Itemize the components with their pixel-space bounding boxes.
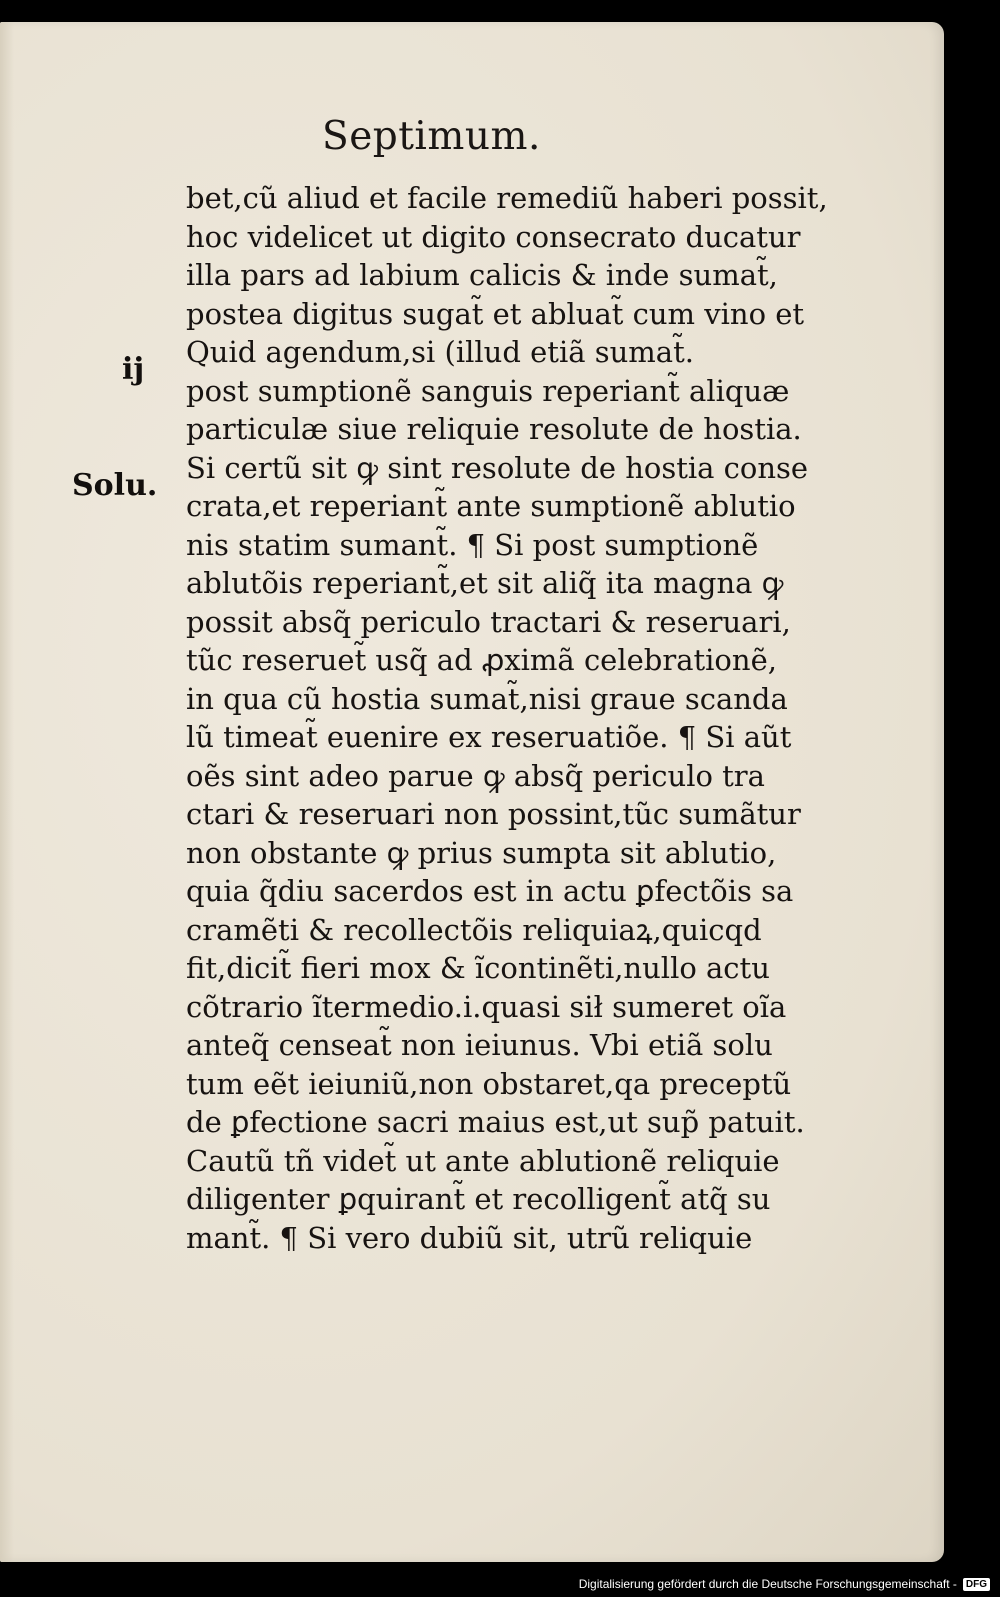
text-line: hoc videlicet ut digito consecrato ducatur xyxy=(186,219,801,254)
text-line: lũ timeat̃ euenire ex reseruatiõe. ¶ Si aũt xyxy=(186,720,792,754)
margin-note-solution: Solu. xyxy=(72,468,158,503)
text-line: bet,cũ aliud et facile remediũ haberi possit, xyxy=(186,181,828,215)
text-line: Quid agendum,si (illud etiã sumat̃. xyxy=(186,335,694,369)
text-line: oẽs sint adeo parue ꝙ absq̃ periculo tra xyxy=(186,758,765,793)
text-line: mant̃. ¶ Si vero dubiũ sit, utrũ reliquie xyxy=(186,1220,753,1255)
book-page xyxy=(0,22,944,1562)
text-line: illa pars ad labium calicis & inde sumat̃, xyxy=(186,258,778,292)
text-line: nis statim sumant̃. ¶ Si post sumptionẽ xyxy=(186,527,759,562)
text-line: post sumptionẽ sanguis reperiant̃ aliquæ xyxy=(186,373,790,408)
digitization-credit xyxy=(579,1577,990,1591)
text-line: fit,dicit̃ fieri mox & ĩcontinẽti,nullo actu xyxy=(186,951,770,985)
text-line: Cautũ tñ videt̃ ut ante ablutionẽ reliquie xyxy=(186,1143,780,1178)
text-line: tũc reseruet̃ usq̃ ad ꝓximã celebrationẽ, xyxy=(186,643,777,677)
text-line: tum eẽt ieiuniũ,non obstaret,qa preceptũ xyxy=(186,1066,792,1101)
body-text xyxy=(186,179,828,1257)
margin-note-question: ij xyxy=(122,352,145,387)
text-line: Si certũ sit ꝙ sint resolute de hostia conse xyxy=(186,450,809,485)
dfg-logo: DFG xyxy=(963,1578,990,1591)
text-line: ablutõis reperiant̃,et sit aliq̃ ita magna ꝙ xyxy=(186,566,784,600)
text-line: particulæ siue reliquie resolute de hostia. xyxy=(186,412,802,446)
text-line: non obstante ꝙ prius sumpta sit ablutio, xyxy=(186,835,777,870)
text-line: postea digitus sugat̃ et abluat̃ cum vino et xyxy=(186,296,805,331)
credit-text: Digitalisierung gefördert durch die Deutsche Forschungsgemeinschaft - xyxy=(578,1577,957,1591)
text-line: quia q̃diu sacerdos est in actu ꝑfectõis sa xyxy=(186,874,794,908)
text-line: cramẽti & recollectõis reliquiaꝝ,quicqd xyxy=(186,912,762,947)
page-gutter-shadow xyxy=(0,22,14,1562)
text-line: in qua cũ hostia sumat̃,nisi graue scanda xyxy=(186,681,788,716)
text-line: diligenter ꝑquirant̃ et recolligent̃ atq̃ su xyxy=(186,1182,771,1216)
text-line: anteq̃ censeat̃ non ieiunus. Vbi etiã solu xyxy=(186,1028,773,1062)
text-line: ctari & reseruari non possint,tũc sumãtur xyxy=(186,797,801,831)
text-line: cõtrario ĩtermedio.i.quasi sił sumeret oĩa xyxy=(186,989,787,1024)
text-line: crata,et reperiant̃ ante sumptionẽ ablutio xyxy=(186,489,796,523)
running-head: Septimum. xyxy=(322,114,541,159)
text-line: de ꝑfectione sacri maius est,ut sup̃ patuit. xyxy=(186,1105,805,1139)
text-line: possit absq̃ periculo tractari & reseruari, xyxy=(186,604,791,639)
